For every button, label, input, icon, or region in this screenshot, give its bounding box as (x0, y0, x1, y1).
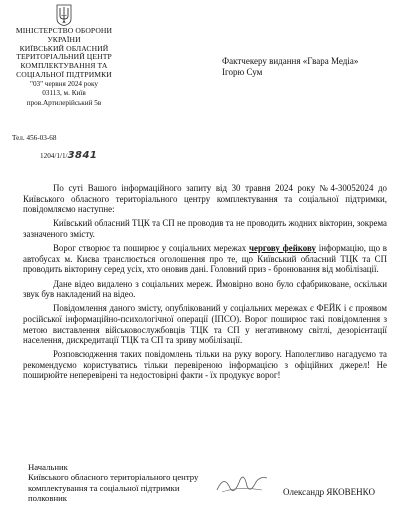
paragraph-6: Розповсюдження таких повідомлень тільки на руку ворогу. Наполегливо нагадуємо та рекомендуємо користуватись тільки перевіреною інформацією з офіційних джерел! Не поширюйте неперевірені та недостовірні факти - їх продукує ворог! (23, 349, 387, 381)
paragraph-3-start: Ворог створює та поширює у соціальних мережах (53, 243, 250, 254)
org-line-6: СОЦІАЛЬНОЇ ПІДТРИМКИ (16, 69, 112, 79)
highlighted-phrase: чергову фейкову (249, 243, 316, 254)
signer-title-1: Начальник (28, 462, 68, 472)
addressee (222, 56, 358, 78)
org-line-3: КИЇВСЬКИЙ ОБЛАСНИЙ (19, 43, 109, 53)
street-address: пров.Артилерійський 5в (26, 98, 102, 107)
paragraph-4: Дане відео видалено з соціальних мереж. Ймовірно воно було сфабриковане, оскільки звук був накладений на відео. (23, 278, 387, 300)
registration-number (40, 150, 97, 161)
paragraph-5: Повідомлення даного змісту, опублікований у соціальних мережах є ФЕЙК і є проявом російської інформаційно-психологічної операції (ІПСО). Ворог поширює такі повідомлення з метою виставлення військовослужбовців ТЦК та СП у негативному світлі, дезорієнтації населення, дискредитації ТЦК та СП та зриву мобілізації. (23, 303, 387, 346)
org-line-2: УКРАЇНИ (47, 34, 81, 44)
paragraph-2: Київський обласний ТЦК та СП не проводив та не проводить жодних вікторин, зокрема зазначеного змісту. (23, 218, 387, 239)
paragraph-3-end: інформацію, що в автобусах м. Києва транслюється оголошення про те, що Київський обласний ТЦК та СП проводить вікторину серед усіх, хто оновив дані. Головний приз - бронювання від мобілізації. (23, 243, 387, 275)
org-line-5: КОМПЛЕКТУВАННЯ ТА (20, 61, 108, 71)
signer-rank: полковник (28, 493, 67, 504)
registration-prefix: 1204/1/1/ (40, 152, 68, 160)
addressee-line-2: Ігорю Сум (222, 67, 263, 77)
signer-title-3: комплектування та соціальної підтримки (28, 482, 180, 493)
postal-address: 03113, м. Київ (42, 89, 86, 98)
letter-date: "03" червня 2024 року (30, 79, 98, 88)
paragraph-1: По суті Вашого інформаційного запиту від 30 травня 2024 року №4-30052024 до Київського обласного територіального центру комплектування та соціальної підтримки, повідомляємо наступне: (23, 183, 387, 215)
letterhead (0, 4, 128, 108)
handwritten-signature-icon (214, 470, 270, 498)
addressee-line-1: Фактчекеру видання «Гвара Медіа» (222, 56, 359, 66)
org-line-4: ТЕРИТОРІАЛЬНИЙ ЦЕНТР (16, 52, 112, 62)
registration-handwritten-number: 3841 (67, 150, 98, 161)
org-line-1: МІНІСТЕРСТВО ОБОРОНИ (15, 26, 113, 35)
paragraph-3 (23, 243, 387, 275)
trident-emblem-icon (56, 4, 72, 26)
letter-body (23, 183, 387, 385)
signature-block (28, 462, 198, 504)
signer-title-2: Київського обласного територіального центру (28, 472, 199, 483)
phone-number: Тел. 456-03-68 (12, 134, 57, 142)
signer-name: Олександр ЯКОВЕНКО (283, 487, 375, 497)
